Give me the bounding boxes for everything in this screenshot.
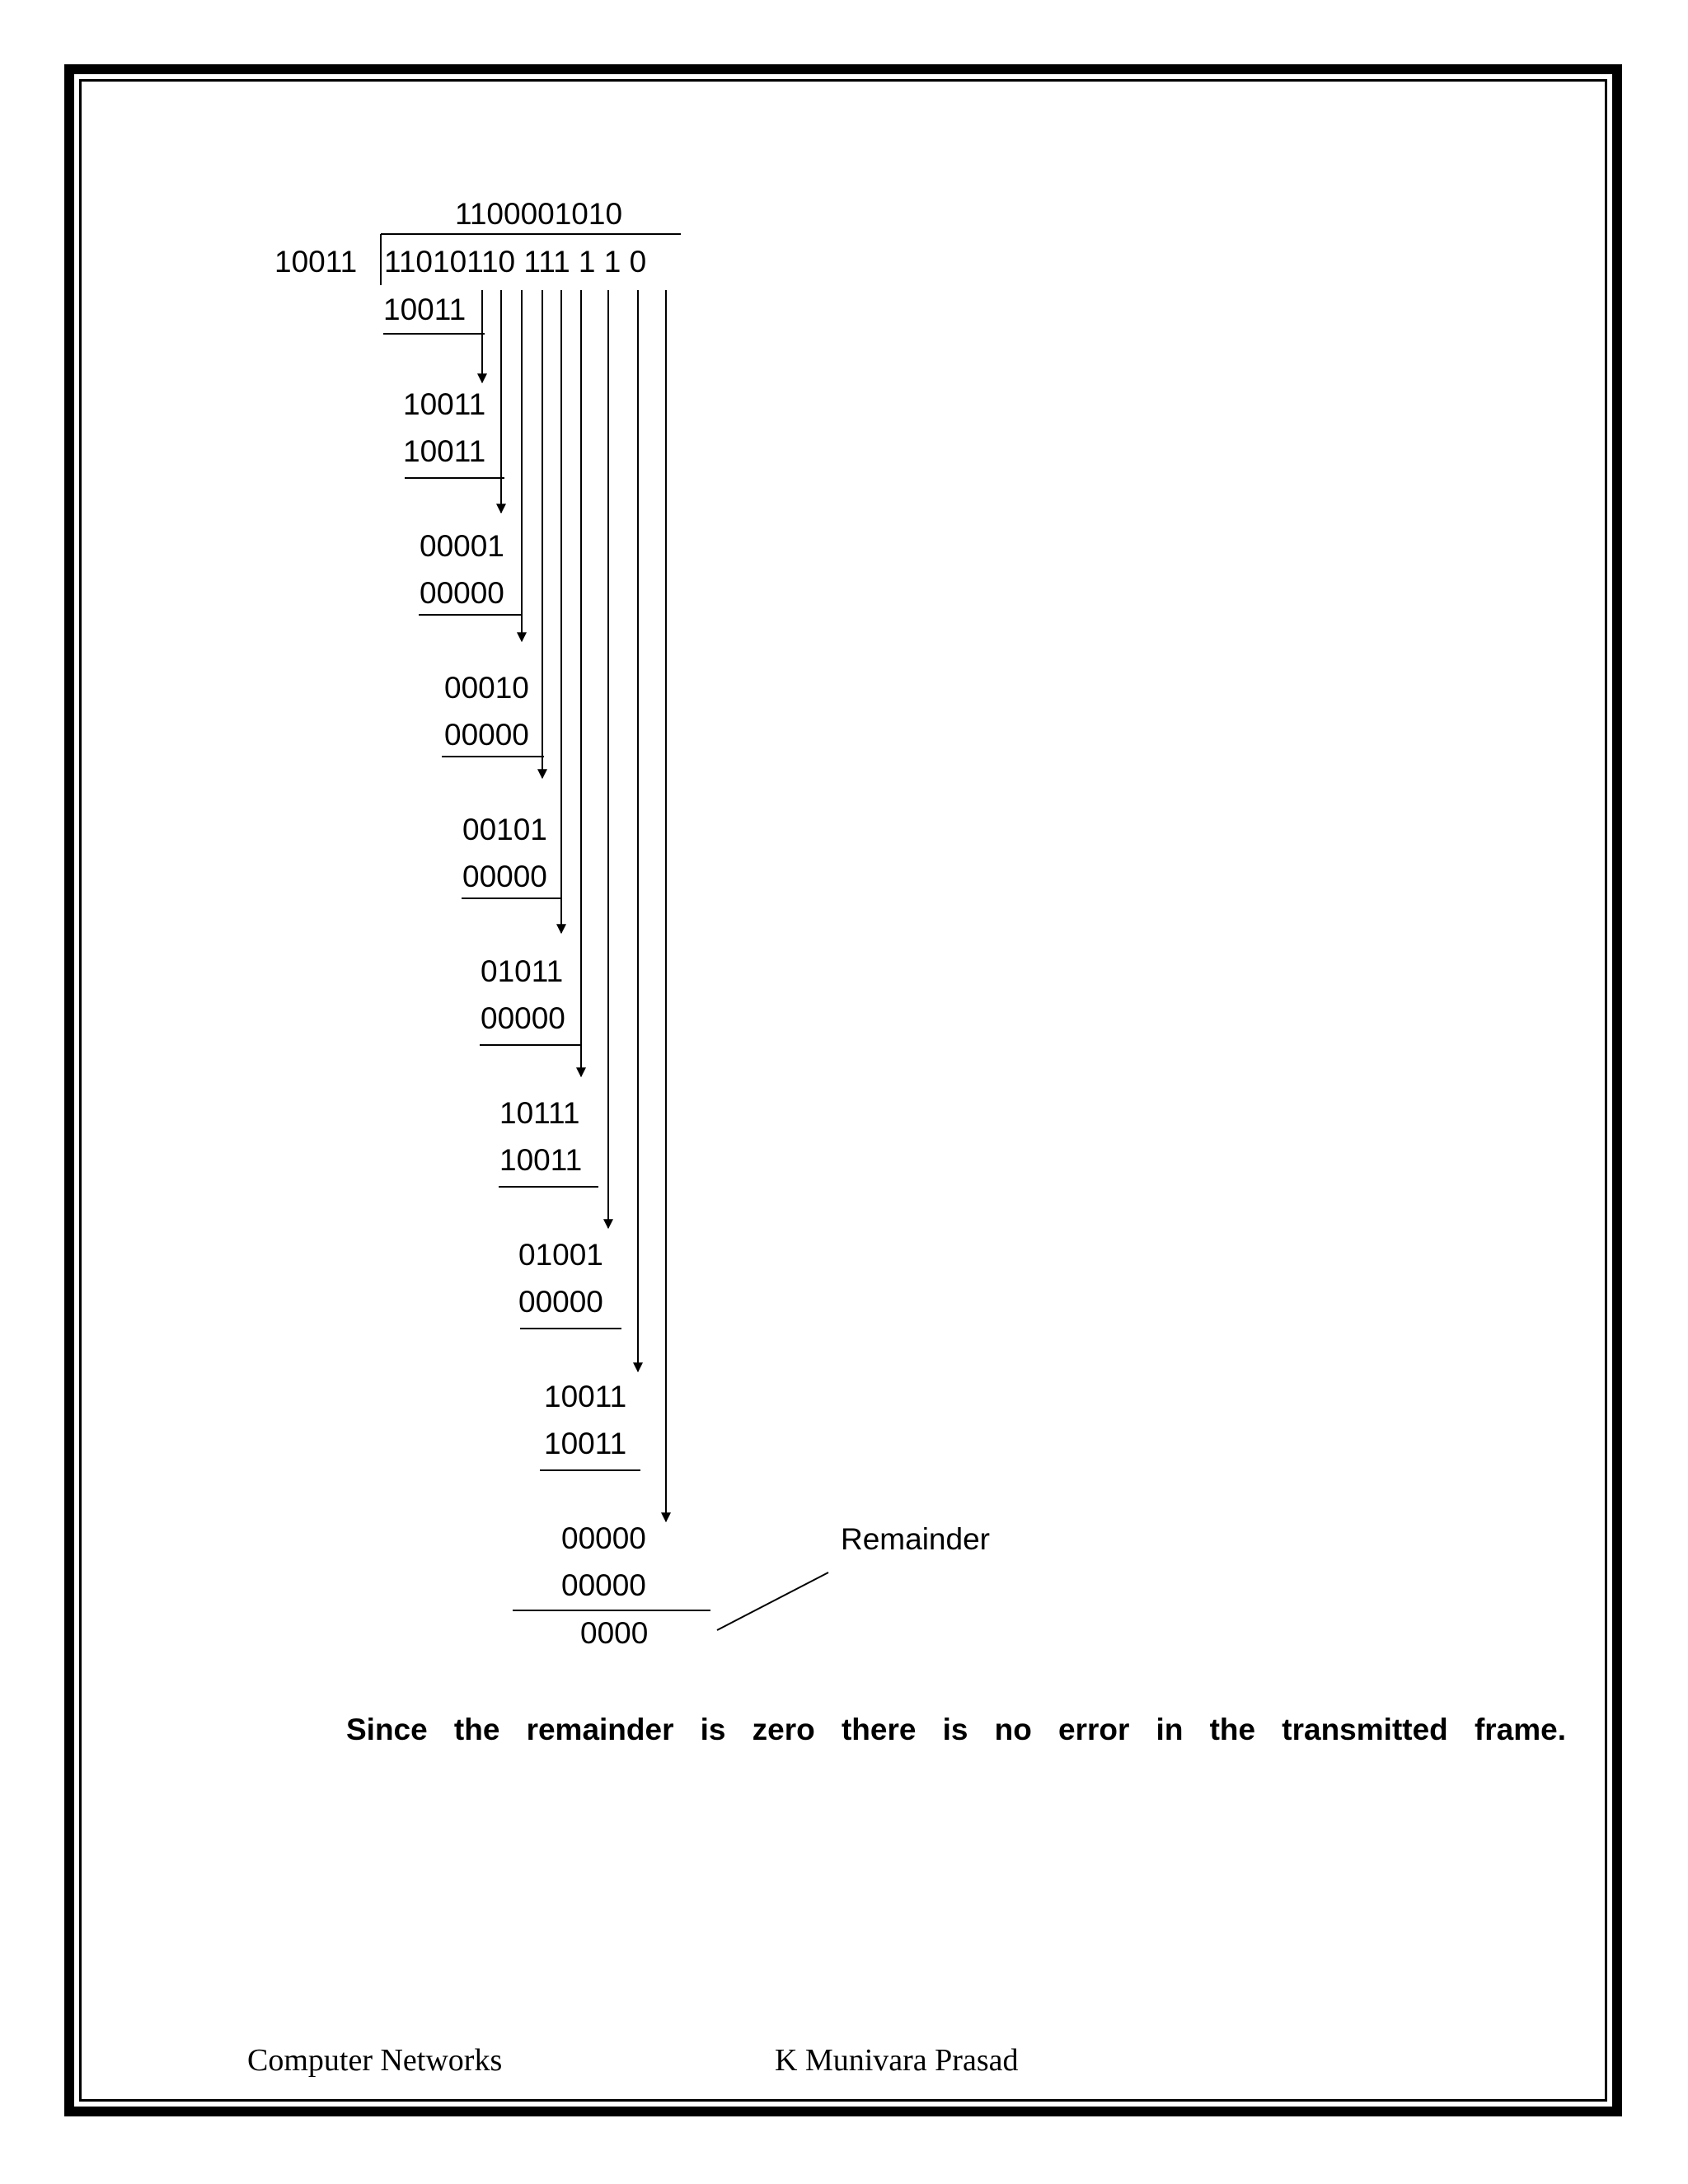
remainder-label: Remainder <box>841 1522 990 1556</box>
divisor: 10011 <box>274 245 358 279</box>
step-top: 01001 <box>518 1238 603 1272</box>
footer-course: Computer Networks <box>247 2043 503 2078</box>
step-bottom: 10011 <box>499 1143 583 1177</box>
step-top: 10111 <box>499 1096 580 1130</box>
step-bottom: 00000 <box>420 576 504 610</box>
dividend: 11010110 111 1 1 0 <box>384 245 647 279</box>
conclusion-text: Since the remainder is zero there is no error in the transmitted frame. <box>346 1713 1566 1746</box>
step-bottom: 00000 <box>462 860 547 893</box>
step-top: 00101 <box>462 813 547 846</box>
final-remainder: 0000 <box>580 1616 649 1650</box>
step-top: 00001 <box>420 529 504 563</box>
step-bottom: 00000 <box>518 1285 603 1319</box>
remainder-pointer <box>717 1572 828 1630</box>
step-bottom: 10011 <box>544 1427 627 1460</box>
step-bottom: 00000 <box>481 1001 565 1035</box>
step-top: 10011 <box>403 387 486 421</box>
subtrahend-1: 10011 <box>383 293 467 326</box>
step-bottom: 00000 <box>444 718 529 752</box>
step-top: 01011 <box>481 954 564 988</box>
step-top: 00010 <box>444 671 529 705</box>
step-top: 10011 <box>544 1380 627 1413</box>
step-bottom: 10011 <box>403 434 486 468</box>
footer-author: K Munivara Prasad <box>775 2043 1019 2078</box>
step-top: 00000 <box>561 1521 646 1555</box>
quotient: 1100001010 <box>455 197 623 231</box>
step-bottom: 00000 <box>561 1568 646 1602</box>
